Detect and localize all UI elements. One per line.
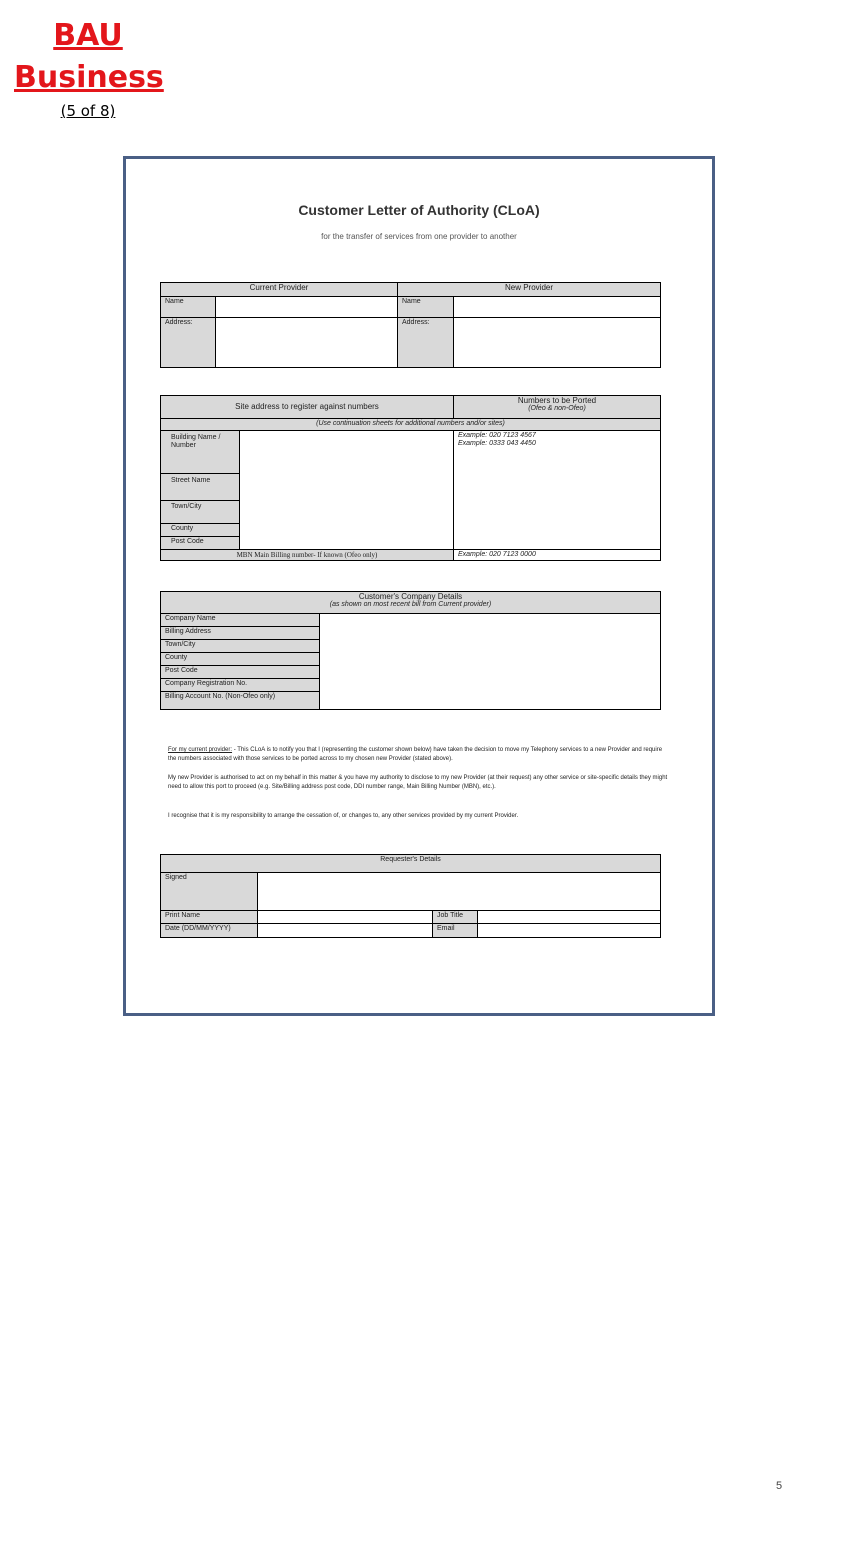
header-page-of: (5 of 8) xyxy=(60,102,116,120)
company-town-label: Town/City xyxy=(160,639,320,653)
date-label: Date (DD/MM/YYYY) xyxy=(160,923,258,938)
county-label: County xyxy=(160,523,240,537)
email-label: Email xyxy=(432,923,478,938)
mbn-label: MBN Main Billing number- If known (Ofeo only) xyxy=(160,549,454,561)
company-name-label: Company Name xyxy=(160,613,320,627)
numbers-ported-title: Numbers to be Ported xyxy=(517,396,597,405)
new-address-field[interactable] xyxy=(453,317,661,368)
building-label: Building Name / Number xyxy=(160,430,240,474)
mbn-field[interactable]: Example: 020 7123 0000 xyxy=(453,549,661,561)
job-title-label: Job Title xyxy=(432,910,478,924)
cloa-form-frame xyxy=(123,156,715,1016)
page-number: 5 xyxy=(776,1480,783,1492)
postcode-label: Post Code xyxy=(160,536,240,550)
email-field[interactable] xyxy=(477,923,661,938)
company-reg-label: Company Registration No. xyxy=(160,678,320,692)
new-provider-header: New Provider xyxy=(397,282,661,297)
new-address-label: Address: xyxy=(397,317,454,368)
current-address-label: Address: xyxy=(160,317,216,368)
job-title-field[interactable] xyxy=(477,910,661,924)
signature-field[interactable] xyxy=(257,872,661,911)
numbers-ported-sub: (Ofeo & non-Ofeo) xyxy=(528,405,586,412)
new-name-field[interactable] xyxy=(453,296,661,318)
current-address-field[interactable] xyxy=(215,317,398,368)
header-business: Business xyxy=(14,60,164,95)
numbers-field[interactable] xyxy=(453,430,661,550)
header-bau: BAU xyxy=(53,18,123,53)
company-details-field[interactable] xyxy=(319,613,661,710)
current-provider-header: Current Provider xyxy=(160,282,398,297)
billing-account-label: Billing Account No. (Non-Ofeo only) xyxy=(160,691,320,710)
number-example-2: Example: 0333 043 4450 xyxy=(458,440,536,447)
print-name-label: Print Name xyxy=(160,910,258,924)
print-name-field[interactable] xyxy=(257,910,433,924)
date-field[interactable] xyxy=(257,923,433,938)
town-label: Town/City xyxy=(160,500,240,524)
company-details-header xyxy=(160,591,661,614)
signed-label: Signed xyxy=(160,872,258,911)
company-details-sub: (as shown on most recent bill from Current provider) xyxy=(329,601,492,608)
site-address-header: Site address to register against numbers xyxy=(160,395,454,419)
billing-address-label: Billing Address xyxy=(160,626,320,640)
company-details-title: Customer's Company Details xyxy=(358,592,463,601)
street-label: Street Name xyxy=(160,473,240,501)
requester-header: Requester's Details xyxy=(160,854,661,873)
paragraph-lead: For my current provider: xyxy=(168,747,233,753)
continuation-note: (Use continuation sheets for additional numbers and/or sites) xyxy=(160,418,661,431)
number-example-1: Example: 020 7123 4567 xyxy=(458,432,536,439)
authority-paragraph-1 xyxy=(168,746,668,764)
paragraph-1-body: - This CLoA is to notify you that I (representing the customer shown below) have taken the decision to move my Telephony services to a new Provider and require the numbers associated with those services to be ported across to my chosen new Provider (stated above). xyxy=(168,747,663,762)
current-name-label: Name xyxy=(160,296,216,318)
current-name-field[interactable] xyxy=(215,296,398,318)
company-postcode-label: Post Code xyxy=(160,665,320,679)
site-address-field[interactable] xyxy=(239,430,454,550)
numbers-ported-header xyxy=(453,395,661,419)
new-name-label: Name xyxy=(397,296,454,318)
authority-paragraph-2: My new Provider is authorised to act on my behalf in this matter & you have my authority to disclose to my new Provider (at their request) any other service or site-specific details they might need to allow this port to proceed (e.g. Site/Billing address post code, DDI number range, Main Billing Number (MBN), etc.). xyxy=(168,775,668,790)
company-county-label: County xyxy=(160,652,320,666)
form-title: Customer Letter of Authority (CLoA) xyxy=(298,202,540,218)
authority-paragraph-3: I recognise that it is my responsibility to arrange the cessation of, or changes to, any other services provided by my current Provider. xyxy=(168,813,519,819)
form-subtitle: for the transfer of services from one provider to another xyxy=(321,232,517,241)
